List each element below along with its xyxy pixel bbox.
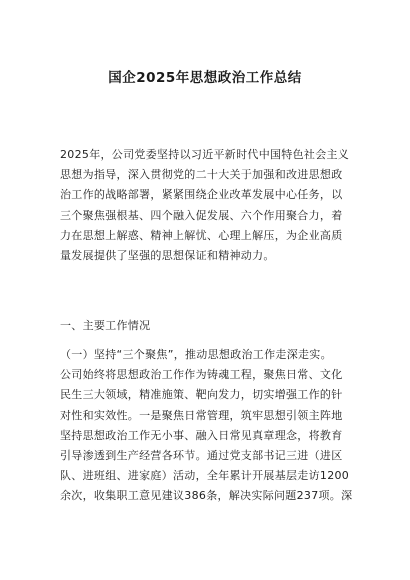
intro-line: 治工作的战略部署，紧紧围绕企业改革发展中心任务，以 [60, 188, 343, 202]
section1-line: 坚持思想政治工作无小事、融入日常见真章理念，将教育 [60, 428, 343, 442]
document-title: 国企2025年思想政治工作总结 [108, 70, 302, 86]
section1-line: （一）坚持“三个聚焦”，推动思想政治工作走深走实。 [60, 348, 332, 361]
intro-paragraph [60, 145, 352, 266]
intro-line: 思想为指导，深入贯彻党的二十大关于加强和改进思想政 [60, 168, 343, 182]
intro-line: 量发展提供了坚强的思想保证和精神动力。 [60, 249, 275, 263]
section-heading: 一、主要工作情况 [60, 319, 151, 332]
section1-line: 民生三大领域，精准施策、靶向发力，切实增强工作的针 [60, 388, 343, 402]
section1-line: 引导渗透到生产经营各环节。通过党支部书记三进（进区 [60, 449, 343, 463]
section1-line: 队、进班组、进家庭）活动，全年累计开展基层走访1200 [60, 469, 350, 483]
intro-line: 2025年，公司党委坚持以习近平新时代中国特色社会主义 [60, 148, 350, 161]
intro-line: 力在思想上解惑、精神上解忧、心理上解压，为企业高质 [60, 228, 343, 242]
section1-paragraph [60, 345, 352, 507]
section1-line: 对性和实效性。一是聚焦日常管理，筑牢思想引领主阵地 [60, 408, 343, 422]
section1-line: 公司始终将思想政治工作作为铸魂工程，聚焦日常、文化 [60, 368, 343, 382]
section1-line: 余次，收集职工意见建议386条，解决实际问题237项。深 [60, 489, 352, 503]
intro-line: 三个聚焦强根基、四个融入促发展、六个作用聚合力，着 [60, 208, 343, 222]
